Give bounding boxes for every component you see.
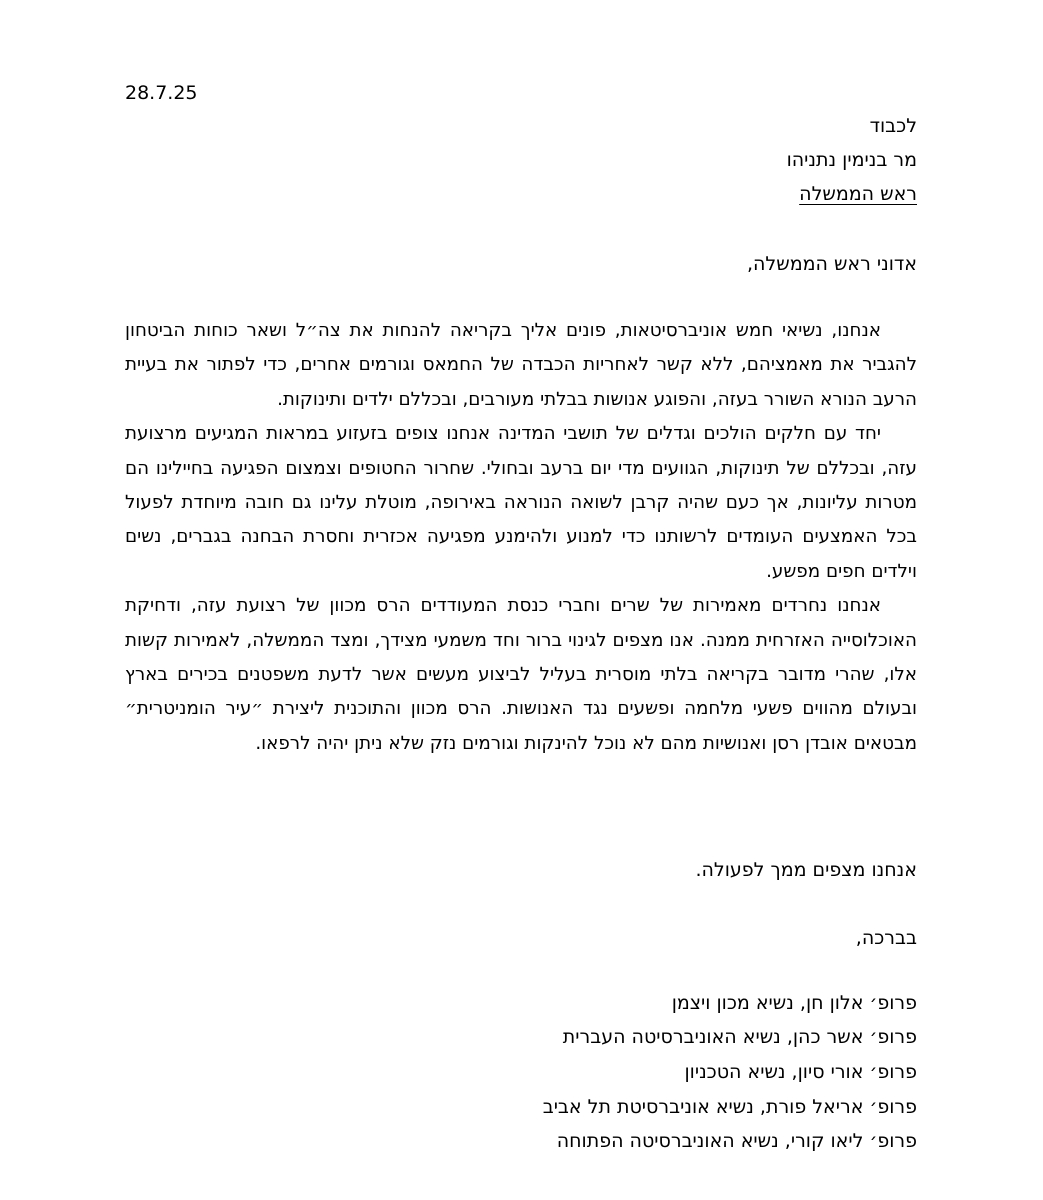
signatory: פרופ׳ ליאו קורי, נשיא האוניברסיטה הפתוחה (556, 1130, 917, 1152)
signatory: פרופ׳ אשר כהן, נשיא האוניברסיטה העברית (562, 1026, 917, 1048)
body-paragraph: אנחנו, נשיאי חמש אוניברסיטאות, פונים אליך בקריאה להנחות את צה״ל ושאר כוחות הביטחון להגביר את מאמציהם, ללא קשר לאחריות הכבדה של החמאס וגורמים אחרים, כדי לפתור את בעיית הרעב הנורא השורר בעזה, והפוגע אנושות בבלתי מעורבים, ובכללם ילדים ותינוקות. (125, 320, 917, 410)
greeting: אדוני ראש הממשלה, (746, 253, 917, 275)
recipient-name: מר בנימין נתניהו (786, 149, 917, 171)
salutation-to: לכבוד (869, 115, 917, 137)
closing-request: אנחנו מצפים ממך לפעולה. (695, 859, 917, 881)
sign-off: בברכה, (855, 927, 917, 949)
body-paragraph: אנחנו נחרדים מאמירות של שרים וחברי כנסת המעודדים הרס מכוון של רצועת עזה, ודחיקת האוכלוסייה האזרחית ממנה. אנו מצפים לגינוי ברור וחד משמעי מצידך, ומצד הממשלה, לאמירות קשות אלו, שהרי מדובר בקריאה בלתי מוסרית בעליל לביצוע מעשים אשר לדעת משפטנים בכירים בארץ ובעולם מהווים פשעי מלחמה ופשעים נגד האנושות. הרס מכוון והתוכנית ליצירת ״עיר הומניטרית״ מבטאים אובדן רסן ואנושיות מהם לא נוכל להינקות וגורמים נזק שלא ניתן יהיה לרפאו. (125, 595, 917, 754)
letter-body (125, 314, 917, 761)
signatory: פרופ׳ אריאל פורת, נשיא אוניברסיטת תל אביב (542, 1096, 917, 1118)
signatory: פרופ׳ אלון חן, נשיא מכון ויצמן (671, 992, 917, 1014)
body-paragraph: יחד עם חלקים הולכים וגדלים של תושבי המדינה אנחנו צופים בזעזוע במראות המגיעים מרצועת עזה, ובכללם של תינוקות, הגוועים מדי יום ברעב ובחולי. שחרור החטופים וצמצום הפגיעה בחיילינו הם מטרות עליונות, אך כעם שהיה קרבן לשואה הנוראה באירופה, מוטלת עלינו גם חובה מיוחדת לפעול בכל האמצעים העומדים לרשותנו כדי למנוע ולהימנע מפגיעה אכזרית וחסרת הבחנה בגברים, נשים וילדים חפים מפשע. (125, 423, 917, 582)
recipient-title: ראש הממשלה (799, 183, 917, 205)
signatory: פרופ׳ אורי סיון, נשיא הטכניון (684, 1061, 917, 1083)
letter-date: 28.7.25 (125, 82, 198, 104)
